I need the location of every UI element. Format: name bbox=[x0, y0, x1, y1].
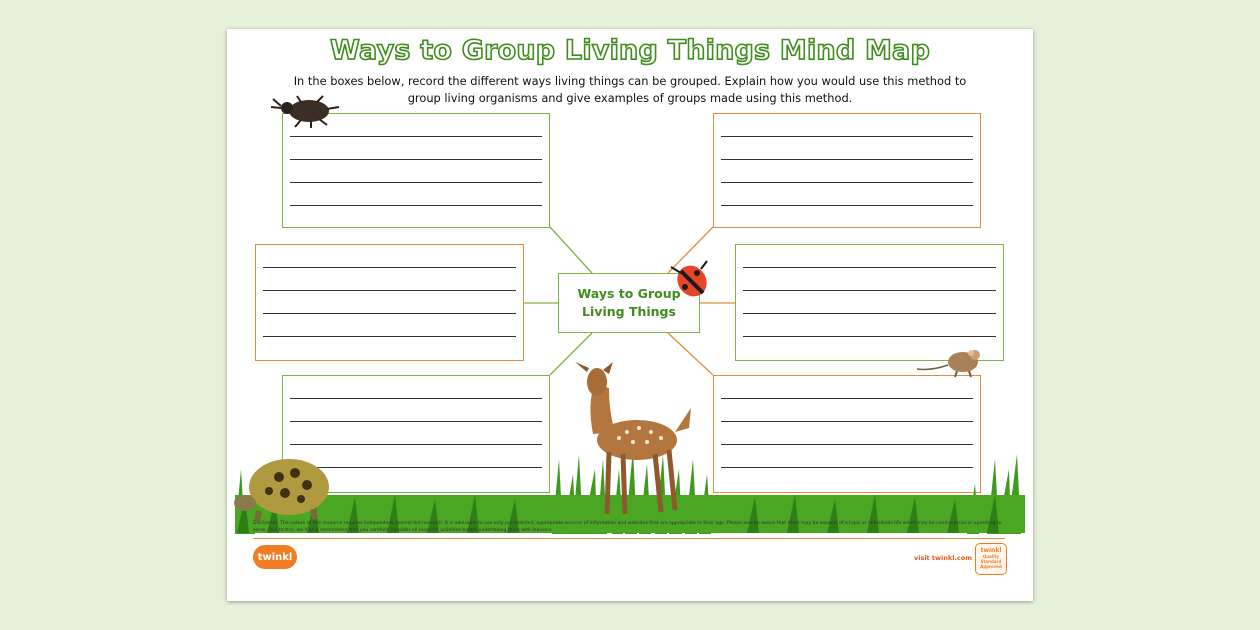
beetle-icon bbox=[271, 93, 341, 129]
footer-divider bbox=[253, 538, 1005, 539]
twinkl-logo-text: twinkl bbox=[257, 551, 293, 563]
worksheet-instructions: In the boxes below, record the different ways living things can be grouped. Explain how you would use this method to group living organisms and give examples of groups made using this method. bbox=[293, 74, 967, 105]
ladybird-icon bbox=[667, 255, 717, 305]
tortoise-icon bbox=[233, 453, 333, 523]
quality-badge bbox=[975, 543, 1007, 575]
center-label-line2: Living Things bbox=[582, 304, 676, 319]
twinkl-logo[interactable] bbox=[253, 545, 297, 569]
worksheet-title: Ways to Group Living Things Mind Map bbox=[330, 35, 930, 66]
center-label-line1: Ways to Group bbox=[577, 286, 681, 301]
mouse-icon bbox=[917, 345, 987, 381]
worksheet-page bbox=[227, 29, 1033, 601]
disclaimer-text: Disclaimer: The nature of this resource requires independent, learner-led research. It is advisable to use only pre-selected, appropriate sources of information and websites that are appropriate to their age. Please also be aware that there may be aspects of a topic or individuals life which may be controversial or upsetting to some. Due to this, we highly recommend that you carefully consider all research activities before undertaking them with learners. bbox=[253, 521, 1002, 533]
deer-icon bbox=[569, 362, 709, 522]
badge-line2: Quality Standard bbox=[980, 554, 1002, 564]
badge-line1: twinkl bbox=[980, 547, 1002, 554]
visit-twinkl-link[interactable]: visit twinkl.com bbox=[913, 554, 972, 562]
badge-line3: Approved bbox=[980, 564, 1002, 569]
